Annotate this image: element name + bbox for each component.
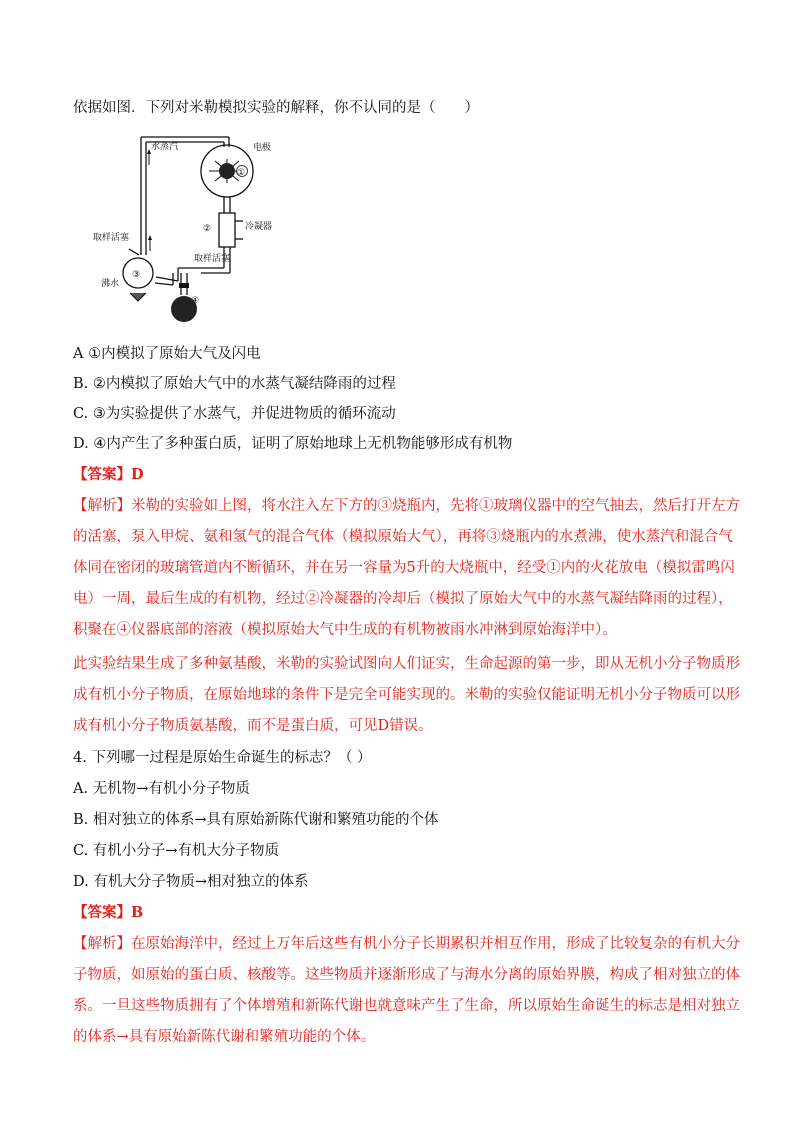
q4-analysis-line: 子物质，如原始的蛋白质、核酸等。这些物质并逐渐形成了与海水分离的原始界膜，构成了相对独立的体 xyxy=(73,967,740,983)
label-n2: ② xyxy=(203,224,212,234)
question-3-stem: 依据如图．下列对米勒模拟实验的解释，你不认同的是（ ） xyxy=(73,100,479,116)
q4-option-d: D. 有机大分子物质→相对独立的体系 xyxy=(73,874,309,890)
q3-analysis-line: 此实验结果生成了多种氨基酸，米勒的实验试图向人们证实，生命起源的第一步，即从无机小分子物质形 xyxy=(73,656,740,672)
q4-option-b: B. 相对独立的体系→具有原始新陈代谢和繁殖功能的个体 xyxy=(73,812,439,828)
q3-option-d: D. ④内产生了多种蛋白质，证明了原始地球上无机物能够形成有机物 xyxy=(73,436,513,452)
question-4-stem: 4. 下列哪一过程是原始生命诞生的标志？（ ） xyxy=(73,750,372,766)
q4-analysis-line: 【解析】在原始海洋中，经过上万年后这些有机小分子长期累积并相互作用，形成了比较复杂的有机大分 xyxy=(73,936,740,952)
label-boiling-water: 沸水 xyxy=(101,279,120,289)
q4-option-a: A. 无机物→有机小分子物质 xyxy=(73,781,250,797)
label-n1: ① xyxy=(237,168,246,178)
q4-analysis-line: 系。一旦这些物质拥有了个体增殖和新陈代谢也就意味产生了生命，所以原始生命诞生的标志是相对独立 xyxy=(73,998,740,1014)
label-n4: ④ xyxy=(191,296,200,306)
label-steam: 水蒸汽 xyxy=(151,142,179,152)
miller-experiment-diagram xyxy=(93,133,293,333)
q4-analysis-line: 的体系→具有原始新陈代谢和繁殖功能的个体。 xyxy=(73,1029,376,1045)
q4-answer: 【答案】B xyxy=(73,904,144,921)
q3-analysis-line: 【解析】米勒的实验如上图，将水注入左下方的③烧瓶内，先将①玻璃仪器中的空气抽去，然后打开左方 xyxy=(73,498,740,514)
q3-option-c: C. ③为实验提供了水蒸气，并促进物质的循环流动 xyxy=(73,406,396,422)
q3-option-b: B. ②内模拟了原始大气中的水蒸气凝结降雨的过程 xyxy=(73,376,396,392)
label-electrode: 电极 xyxy=(253,143,272,153)
q3-analysis-line: 积聚在④仪器底部的溶液（模拟原始大气中生成的有机物被雨水冲淋到原始海洋中）。 xyxy=(73,622,617,638)
label-sampling-valve-left: 取样活塞 xyxy=(93,233,130,243)
q3-analysis-line: 的活塞，泵入甲烷、氨和氢气的混合气体（模拟原始大气），再将③烧瓶内的水煮沸，使水蒸汽和混合气 xyxy=(73,529,733,545)
q3-analysis-line: 体同在密闭的玻璃管道内不断循环，并在另一容量为5升的大烧瓶中，经受①内的火花放电（模拟雷鸣闪 xyxy=(73,560,735,576)
label-sampling-valve-right: 取样活塞 xyxy=(194,254,231,264)
q3-analysis-line: 成有机小分子物质氨基酸，而不是蛋白质，可见D错误。 xyxy=(73,718,433,734)
label-n3: ③ xyxy=(132,270,141,280)
q4-option-c: C. 有机小分子→有机大分子物质 xyxy=(73,843,279,859)
q3-option-a: A ①内模拟了原始大气及闪电 xyxy=(73,346,261,362)
q3-analysis-line: 成有机小分子物质，在原始地球的条件下是完全可能实现的。米勒的实验仅能证明无机小分子物质可以形 xyxy=(73,687,740,703)
label-condenser: 冷凝器 xyxy=(245,222,273,232)
q3-answer: 【答案】D xyxy=(73,466,144,483)
q3-analysis-line: 电）一周，最后生成的有机物，经过②冷凝器的冷却后（模拟了原始大气中的水蒸气凝结降雨的过程）， xyxy=(73,591,733,607)
